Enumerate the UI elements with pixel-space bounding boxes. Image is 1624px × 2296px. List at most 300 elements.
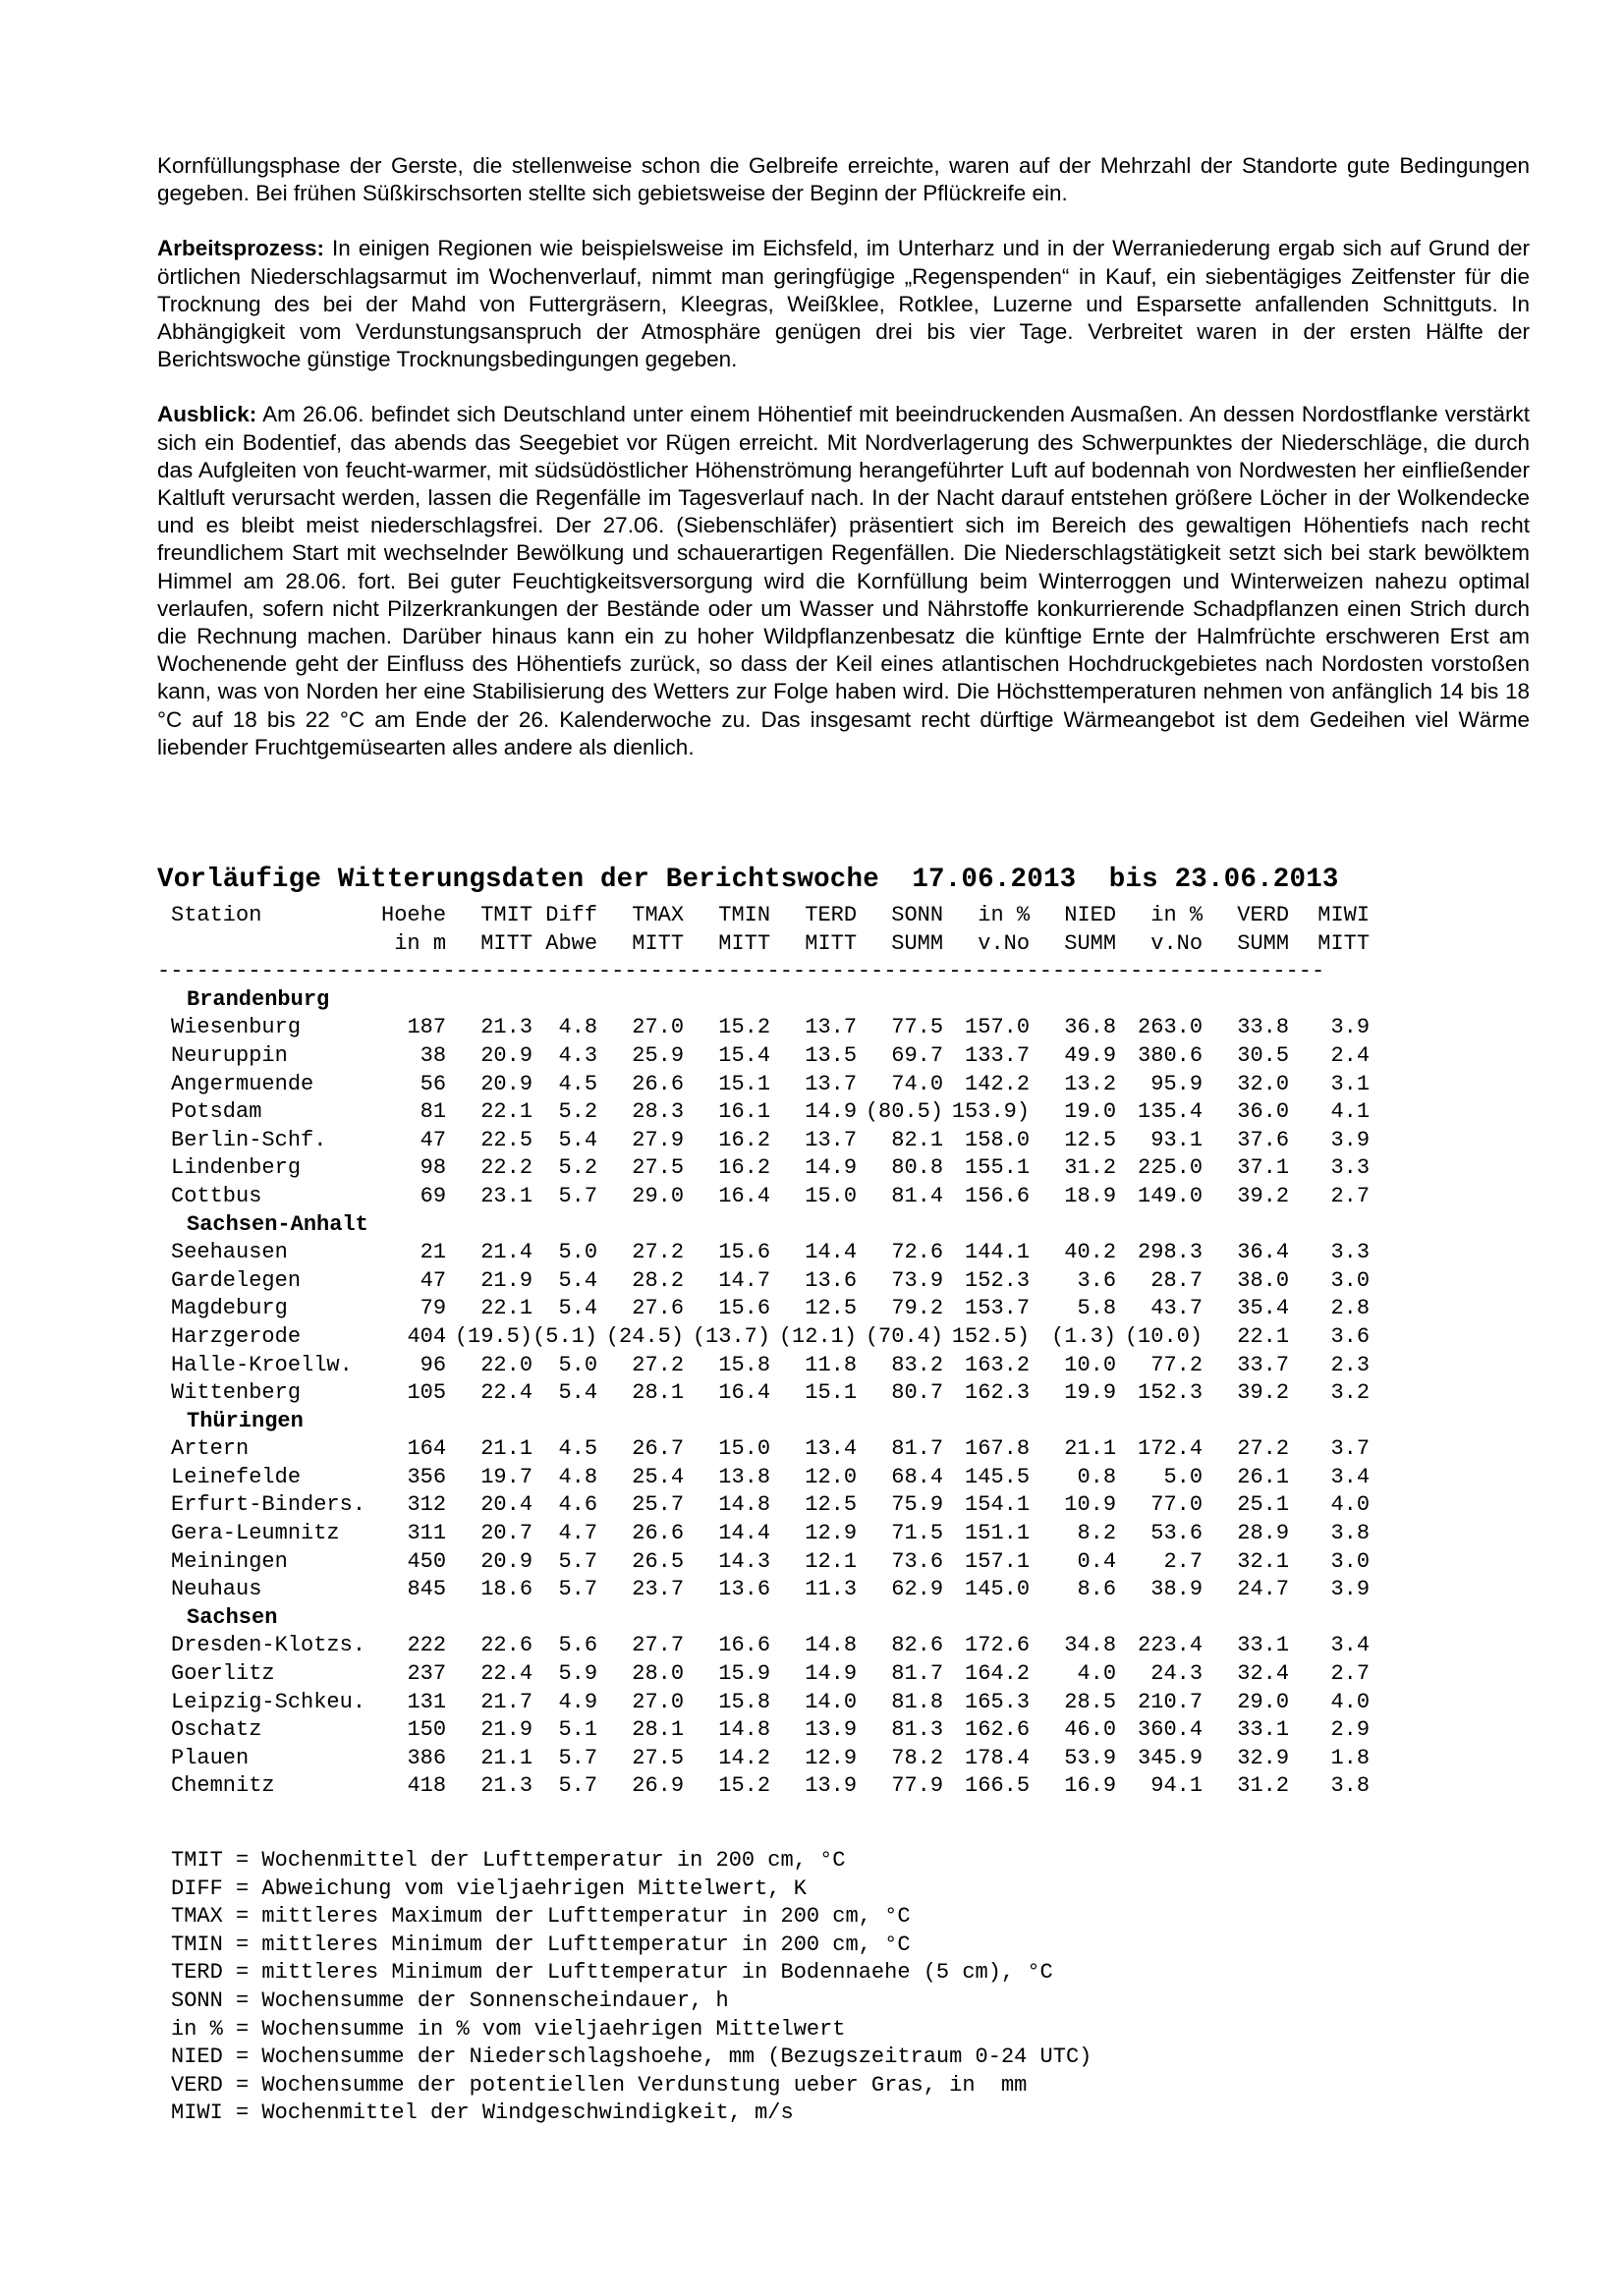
- table-cell: (1.3): [1051, 1323, 1117, 1349]
- table-row: [157, 1491, 1370, 1520]
- table-cell: 14.7: [718, 1267, 771, 1293]
- table-cell: 142.2: [965, 1071, 1031, 1096]
- table-cell: 5.2: [558, 1155, 598, 1181]
- station-name: Dresden-Klotzs.: [171, 1633, 366, 1658]
- column-header: in m: [394, 930, 447, 956]
- table-cell: 311: [407, 1521, 447, 1546]
- table-cell: 81.3: [891, 1717, 944, 1743]
- table-cell: 3.4: [1330, 1464, 1371, 1489]
- state-group-label: Brandenburg: [187, 986, 330, 1012]
- table-cell: 4.6: [558, 1492, 598, 1518]
- table-row: [157, 1071, 1370, 1099]
- station-name: Potsdam: [171, 1099, 262, 1125]
- table-cell: 152.3: [965, 1267, 1031, 1293]
- table-cell: 15.8: [718, 1352, 771, 1377]
- table-cell: 26.1: [1237, 1464, 1290, 1489]
- table-cell: 152.3: [1138, 1380, 1204, 1406]
- table-cell: 47: [420, 1267, 447, 1293]
- table-cell: 28.9: [1237, 1521, 1290, 1546]
- table-cell: 3.7: [1330, 1436, 1371, 1462]
- state-group-label: Sachsen: [187, 1604, 278, 1630]
- table-cell: 33.1: [1237, 1633, 1290, 1658]
- table-cell: 5.7: [558, 1773, 598, 1799]
- column-header: SUMM: [891, 930, 944, 956]
- table-cell: 263.0: [1138, 1015, 1204, 1040]
- table-cell: 386: [407, 1745, 447, 1770]
- table-cell: 1.8: [1330, 1745, 1371, 1770]
- table-cell: 33.7: [1237, 1352, 1290, 1377]
- station-name: Berlin-Schf.: [171, 1127, 327, 1152]
- table-cell: 845: [407, 1577, 447, 1602]
- table-row: [157, 1352, 1370, 1380]
- table-cell: 5.9: [558, 1661, 598, 1687]
- table-cell: 28.1: [632, 1717, 685, 1743]
- table-cell: (5.1): [532, 1323, 598, 1349]
- table-cell: 133.7: [965, 1042, 1031, 1068]
- table-cell: 153.7: [965, 1296, 1031, 1321]
- paragraph-kornfuellung: [157, 152, 1530, 207]
- table-row: [157, 1576, 1370, 1604]
- table-cell: 22.4: [480, 1661, 533, 1687]
- table-cell: 27.5: [632, 1155, 685, 1181]
- table-cell: 12.9: [805, 1521, 858, 1546]
- station-name: Goerlitz: [171, 1661, 275, 1687]
- table-cell: 404: [407, 1323, 447, 1349]
- table-cell: 28.2: [632, 1267, 685, 1293]
- table-cell: 2.4: [1330, 1042, 1371, 1068]
- state-group-row: [157, 986, 1370, 1015]
- table-row: [157, 1745, 1370, 1773]
- table-cell: 154.1: [965, 1492, 1031, 1518]
- table-cell: 26.6: [632, 1521, 685, 1546]
- table-cell: 5.7: [558, 1745, 598, 1770]
- station-name: Lindenberg: [171, 1155, 302, 1181]
- table-cell: 223.4: [1138, 1633, 1204, 1658]
- table-cell: 22.6: [480, 1633, 533, 1658]
- paragraph-text: Am 26.06. befindet sich Deutschland unter einem Höhentief mit beeindruckenden Ausmaßen. An dessen Nordostflanke verstärkt sich ein Bodentief, das abends das Seegebiet vor Rügen erreicht. Mit Nordverlagerung des Schwerpunktes der Niederschläge, die durch das Aufgleiten von feucht-warmer, mit südsüdöstlicher Höhenströmung herangeführter Luft auf bodennah von Nordwesten her einfließender Kaltluft verursacht werden, lassen die Regenfälle im Tagesverlauf nach. In der Nacht darauf entstehen größere Löcher in der Wolkendecke und es bleibt meist niederschlagsfrei. Der 27.06. (Siebenschläfer) präsentiert sich im Bereich des gewaltigen Höhentiefs nach recht freundlichem Start mit wechselnder Bewölkung und schauerartigen Regenfällen. Die Niederschlagstätigkeit setzt sich bei stark bewölktem Himmel am 28.06. fort. Bei guter Feuchtigkeitsversorgung wird die Kornfüllung beim Winterroggen und Winterweizen nahezu optimal verlaufen, sofern nicht Pilzerkrankungen der Bestände oder um Wasser und Nährstoffe konkurrierende Schadpflanzen einen Strich durch die Rechnung machen. Darüber hinaus kann ein zu hoher Wildpflanzenbesatz die künftige Ernte der Halmfrüchte erschweren Erst am Wochenende geht der Einfluss des Höhentiefs zurück, so dass der Keil eines atlantischen Hochdruckgebietes nach Nordosten vorstoßen kann, was von Norden her eine Stabilisierung des Wetters zur Folge haben wird. Die Höchsttemperaturen nehmen von anfänglich 14 bis 18 °C auf 18 bis 22 °C am Ende der 26. Kalenderwoche zu. Das insgesamt recht dürftige Wärmeangebot ist dem Gedeihen viel Wärme liebender Fruchtgemüsearten alles andere als dienlich.: [157, 402, 1530, 759]
- state-group-row: [157, 1211, 1370, 1240]
- table-cell: 157.0: [965, 1015, 1031, 1040]
- table-cell: 12.5: [1064, 1127, 1117, 1152]
- table-cell: 81.4: [891, 1183, 944, 1208]
- table-cell: 14.4: [805, 1240, 858, 1265]
- table-cell: 4.3: [558, 1042, 598, 1068]
- table-cell: 21.9: [480, 1267, 533, 1293]
- table-cell: 37.6: [1237, 1127, 1290, 1152]
- column-header: Abwe: [545, 930, 598, 956]
- table-cell: (70.4): [865, 1323, 944, 1349]
- table-cell: 21.4: [480, 1240, 533, 1265]
- table-cell: 21.1: [480, 1436, 533, 1462]
- table-cell: 16.2: [718, 1155, 771, 1181]
- table-separator: ------------------------------------------------------------------------------------------: [157, 959, 1325, 984]
- column-header: MITT: [805, 930, 858, 956]
- table-row: [157, 1689, 1370, 1717]
- table-cell: 33.1: [1237, 1717, 1290, 1743]
- table-cell: 3.1: [1330, 1071, 1371, 1096]
- table-cell: 21.1: [1064, 1436, 1117, 1462]
- table-cell: 38.9: [1150, 1577, 1204, 1602]
- table-cell: 69: [420, 1183, 447, 1208]
- table-cell: (19.5): [454, 1323, 533, 1349]
- table-cell: 81: [420, 1099, 447, 1125]
- table-cell: 450: [407, 1548, 447, 1574]
- table-cell: 32.9: [1237, 1745, 1290, 1770]
- table-cell: 56: [420, 1071, 447, 1096]
- table-cell: 27.2: [1237, 1436, 1290, 1462]
- table-cell: 4.7: [558, 1521, 598, 1546]
- table-cell: 5.2: [558, 1099, 598, 1125]
- table-separator-row: [157, 958, 1370, 986]
- station-name: Plauen: [171, 1745, 250, 1770]
- table-cell: 0.8: [1077, 1464, 1117, 1489]
- table-cell: 19.9: [1064, 1380, 1117, 1406]
- table-cell: 75.9: [891, 1492, 944, 1518]
- table-cell: 15.0: [805, 1183, 858, 1208]
- table-row: [157, 1660, 1370, 1689]
- table-cell: 222: [407, 1633, 447, 1658]
- table-cell: 27.0: [632, 1015, 685, 1040]
- table-cell: 21.9: [480, 1717, 533, 1743]
- table-cell: 18.9: [1064, 1183, 1117, 1208]
- table-cell: 4.5: [558, 1071, 598, 1096]
- table-cell: 11.3: [805, 1577, 858, 1602]
- table-cell: 4.0: [1077, 1661, 1117, 1687]
- table-cell: 3.9: [1330, 1015, 1371, 1040]
- table-cell: 36.4: [1237, 1240, 1290, 1265]
- table-cell: 21: [420, 1240, 447, 1265]
- legend-line: DIFF = Abweichung vom vieljaehrigen Mittelwert, K: [171, 1876, 807, 1901]
- table-cell: 73.6: [891, 1548, 944, 1574]
- table-cell: 4.5: [558, 1436, 598, 1462]
- table-cell: 418: [407, 1773, 447, 1799]
- table-cell: 93.1: [1150, 1127, 1204, 1152]
- table-cell: 16.4: [718, 1183, 771, 1208]
- table-cell: 5.7: [558, 1183, 598, 1208]
- table-cell: 4.8: [558, 1015, 598, 1040]
- table-cell: 82.1: [891, 1127, 944, 1152]
- table-cell: 13.6: [718, 1577, 771, 1602]
- table-cell: 3.3: [1330, 1240, 1371, 1265]
- table-row: [157, 1772, 1370, 1801]
- table-cell: 15.4: [718, 1042, 771, 1068]
- table-cell: 4.9: [558, 1689, 598, 1714]
- table-cell: 39.2: [1237, 1183, 1290, 1208]
- legend-line: TMIT = Wochenmittel der Lufttemperatur in 200 cm, °C: [171, 1848, 846, 1873]
- table-cell: 12.0: [805, 1464, 858, 1489]
- table-cell: 14.8: [805, 1633, 858, 1658]
- table-cell: 13.2: [1064, 1071, 1117, 1096]
- table-cell: 12.5: [805, 1296, 858, 1321]
- table-cell: 26.7: [632, 1436, 685, 1462]
- table-cell: 5.0: [558, 1352, 598, 1377]
- table-cell: 14.8: [718, 1717, 771, 1743]
- table-cell: 3.2: [1330, 1380, 1371, 1406]
- table-cell: 12.5: [805, 1492, 858, 1518]
- table-cell: 167.8: [965, 1436, 1031, 1462]
- table-cell: (12.1): [778, 1323, 858, 1349]
- table-cell: 22.1: [480, 1296, 533, 1321]
- table-cell: 79: [420, 1296, 447, 1321]
- table-cell: 81.7: [891, 1436, 944, 1462]
- station-name: Cottbus: [171, 1183, 262, 1208]
- table-cell: 14.4: [718, 1521, 771, 1546]
- table-row: [157, 1435, 1370, 1464]
- column-header: NIED: [1064, 903, 1117, 927]
- table-cell: 27.9: [632, 1127, 685, 1152]
- table-cell: 150: [407, 1717, 447, 1743]
- station-name: Leipzig-Schkeu.: [171, 1689, 366, 1714]
- table-cell: 15.1: [805, 1380, 858, 1406]
- table-cell: 28.7: [1150, 1267, 1204, 1293]
- table-cell: (80.5): [865, 1099, 944, 1125]
- table-cell: 38.0: [1237, 1267, 1290, 1293]
- table-cell: 16.1: [718, 1099, 771, 1125]
- legend-line: VERD = Wochensumme der potentiellen Verdunstung ueber Gras, in mm: [171, 2072, 1028, 2098]
- table-cell: (24.5): [605, 1323, 685, 1349]
- table-cell: 12.1: [805, 1548, 858, 1574]
- table-cell: 19.0: [1064, 1099, 1117, 1125]
- table-cell: 28.0: [632, 1661, 685, 1687]
- table-cell: 22.5: [480, 1127, 533, 1152]
- table-cell: 14.9: [805, 1155, 858, 1181]
- column-header: in %: [978, 903, 1031, 927]
- column-header: TERD: [805, 903, 858, 927]
- table-cell: 81.7: [891, 1661, 944, 1687]
- table-cell: 5.0: [1163, 1464, 1204, 1489]
- table-cell: 39.2: [1237, 1380, 1290, 1406]
- table-cell: 2.9: [1330, 1717, 1371, 1743]
- table-cell: 26.5: [632, 1548, 685, 1574]
- state-group-row: [157, 1408, 1370, 1436]
- table-cell: 25.7: [632, 1492, 685, 1518]
- table-cell: 5.6: [558, 1633, 598, 1658]
- table-cell: 36.8: [1064, 1015, 1117, 1040]
- table-cell: 46.0: [1064, 1717, 1117, 1743]
- table-cell: 73.9: [891, 1267, 944, 1293]
- table-row: [157, 1267, 1370, 1296]
- station-name: Erfurt-Binders.: [171, 1492, 366, 1518]
- table-cell: 156.6: [965, 1183, 1031, 1208]
- table-cell: 27.2: [632, 1240, 685, 1265]
- column-header: Station: [171, 903, 262, 927]
- table-cell: 225.0: [1138, 1155, 1204, 1181]
- column-header: TMIT: [480, 903, 533, 927]
- table-cell: 5.4: [558, 1296, 598, 1321]
- table-cell: 15.9: [718, 1661, 771, 1687]
- table-cell: 12.9: [805, 1745, 858, 1770]
- table-cell: 4.0: [1330, 1689, 1371, 1714]
- station-name: Harzgerode: [171, 1323, 302, 1349]
- table-cell: 81.8: [891, 1689, 944, 1714]
- table-cell: 68.4: [891, 1464, 944, 1489]
- table-cell: 80.8: [891, 1155, 944, 1181]
- table-cell: 3.9: [1330, 1127, 1371, 1152]
- table-cell: 8.2: [1077, 1521, 1117, 1546]
- table-cell: 8.6: [1077, 1577, 1117, 1602]
- table-cell: 162.3: [965, 1380, 1031, 1406]
- table-cell: 172.6: [965, 1633, 1031, 1658]
- table-cell: 155.1: [965, 1155, 1031, 1181]
- table-cell: 25.1: [1237, 1492, 1290, 1518]
- station-name: Wiesenburg: [171, 1015, 302, 1040]
- table-cell: 21.1: [480, 1745, 533, 1770]
- table-cell: 23.1: [480, 1183, 533, 1208]
- column-header: in %: [1150, 903, 1204, 927]
- column-header: MITT: [718, 930, 771, 956]
- station-name: Neuruppin: [171, 1042, 288, 1068]
- station-name: Meiningen: [171, 1548, 288, 1574]
- table-cell: 4.1: [1330, 1099, 1371, 1125]
- state-group-label: Thüringen: [187, 1408, 304, 1433]
- table-cell: 47: [420, 1127, 447, 1152]
- table-cell: 2.8: [1330, 1296, 1371, 1321]
- table-cell: 2.7: [1330, 1661, 1371, 1687]
- table-cell: 49.9: [1064, 1042, 1117, 1068]
- station-name: Gardelegen: [171, 1267, 302, 1293]
- table-cell: 380.6: [1138, 1042, 1204, 1068]
- table-cell: 4.8: [558, 1464, 598, 1489]
- table-cell: 16.6: [718, 1633, 771, 1658]
- table-cell: 53.9: [1064, 1745, 1117, 1770]
- table-cell: 172.4: [1138, 1436, 1204, 1462]
- table-cell: 32.1: [1237, 1548, 1290, 1574]
- table-header-row: [157, 930, 1370, 959]
- legend-line: NIED = Wochensumme der Niederschlagshoehe, mm (Bezugszeitraum 0-24 UTC): [171, 2044, 1092, 2070]
- paragraph-lead: Arbeitsprozess:: [157, 236, 325, 261]
- table-row: [157, 1464, 1370, 1492]
- table-row: [157, 1154, 1370, 1183]
- table-cell: 3.8: [1330, 1773, 1371, 1799]
- table-cell: 25.9: [632, 1042, 685, 1068]
- station-name: Leinefelde: [171, 1464, 302, 1489]
- table-cell: 20.9: [480, 1548, 533, 1574]
- table-cell: 3.0: [1330, 1548, 1371, 1574]
- table-cell: 5.8: [1077, 1296, 1117, 1321]
- table-cell: 29.0: [632, 1183, 685, 1208]
- table-cell: 178.4: [965, 1745, 1031, 1770]
- table-cell: 22.1: [480, 1099, 533, 1125]
- column-header: Hoehe: [381, 903, 447, 927]
- station-name: Artern: [171, 1436, 250, 1462]
- station-name: Angermuende: [171, 1071, 314, 1096]
- station-name: Gera-Leumnitz: [171, 1521, 340, 1546]
- column-header: v.No: [978, 930, 1031, 956]
- table-cell: 32.0: [1237, 1071, 1290, 1096]
- table-cell: 27.7: [632, 1633, 685, 1658]
- table-cell: 21.7: [480, 1689, 533, 1714]
- table-cell: 21.3: [480, 1773, 533, 1799]
- legend-line: MIWI = Wochenmittel der Windgeschwindigkeit, m/s: [171, 2100, 794, 2126]
- column-header: Diff: [545, 903, 598, 927]
- column-header: SUMM: [1237, 930, 1290, 956]
- table-cell: 16.2: [718, 1127, 771, 1152]
- table-cell: 77.2: [1150, 1352, 1204, 1377]
- table-cell: 22.0: [480, 1352, 533, 1377]
- column-header: MITT: [1317, 930, 1371, 956]
- column-header: SONN: [891, 903, 944, 927]
- station-name: Chemnitz: [171, 1773, 275, 1799]
- table-cell: 2.7: [1163, 1548, 1204, 1574]
- state-group-label: Sachsen-Anhalt: [187, 1211, 368, 1237]
- table-cell: 162.6: [965, 1717, 1031, 1743]
- table-cell: 28.5: [1064, 1689, 1117, 1714]
- table-cell: 164.2: [965, 1661, 1031, 1687]
- table-cell: 14.8: [718, 1492, 771, 1518]
- table-cell: 151.1: [965, 1521, 1031, 1546]
- table-cell: 165.3: [965, 1689, 1031, 1714]
- table-cell: 31.2: [1237, 1773, 1290, 1799]
- table-cell: 145.0: [965, 1577, 1031, 1602]
- table-cell: 158.0: [965, 1127, 1031, 1152]
- table-cell: 4.0: [1330, 1492, 1371, 1518]
- table-cell: 14.0: [805, 1689, 858, 1714]
- table-cell: 23.7: [632, 1577, 685, 1602]
- table-cell: 3.6: [1077, 1267, 1117, 1293]
- table-cell: 13.5: [805, 1042, 858, 1068]
- table-cell: 356: [407, 1464, 447, 1489]
- table-cell: 74.0: [891, 1071, 944, 1096]
- table-cell: 3.3: [1330, 1155, 1371, 1181]
- table-cell: 72.6: [891, 1240, 944, 1265]
- table-cell: 37.1: [1237, 1155, 1290, 1181]
- table-cell: 2.7: [1330, 1183, 1371, 1208]
- table-cell: 20.9: [480, 1042, 533, 1068]
- table-cell: 5.4: [558, 1380, 598, 1406]
- table-cell: 153.9): [951, 1099, 1031, 1125]
- table-row: [157, 1323, 1370, 1352]
- table-cell: 20.7: [480, 1521, 533, 1546]
- table-cell: 13.9: [805, 1717, 858, 1743]
- table-cell: 14.3: [718, 1548, 771, 1574]
- table-cell: 18.6: [480, 1577, 533, 1602]
- table-cell: 16.4: [718, 1380, 771, 1406]
- paragraph-arbeitsprozess: [157, 235, 1530, 373]
- table-cell: 360.4: [1138, 1717, 1204, 1743]
- table-cell: 13.7: [805, 1071, 858, 1096]
- station-name: Oschatz: [171, 1717, 262, 1743]
- table-cell: 135.4: [1138, 1099, 1204, 1125]
- table-cell: 5.4: [558, 1127, 598, 1152]
- weather-table-title: Vorläufige Witterungsdaten der Berichtswoche 17.06.2013 bis 23.06.2013: [157, 865, 1339, 895]
- table-cell: 22.2: [480, 1155, 533, 1181]
- table-cell: 157.1: [965, 1548, 1031, 1574]
- station-name: Magdeburg: [171, 1296, 288, 1321]
- table-cell: 163.2: [965, 1352, 1031, 1377]
- table-cell: 13.4: [805, 1436, 858, 1462]
- table-cell: 0.4: [1077, 1548, 1117, 1574]
- table-cell: 10.0: [1064, 1352, 1117, 1377]
- table-cell: 34.8: [1064, 1633, 1117, 1658]
- paragraph-ausblick: [157, 401, 1530, 761]
- table-header-row: [157, 902, 1370, 930]
- table-cell: 28.3: [632, 1099, 685, 1125]
- table-cell: 96: [420, 1352, 447, 1377]
- table-cell: 35.4: [1237, 1296, 1290, 1321]
- table-cell: 19.7: [480, 1464, 533, 1489]
- column-header: MITT: [480, 930, 533, 956]
- table-cell: 10.9: [1064, 1492, 1117, 1518]
- table-cell: 83.2: [891, 1352, 944, 1377]
- table-cell: 13.9: [805, 1773, 858, 1799]
- table-cell: 2.3: [1330, 1352, 1371, 1377]
- report-text: [157, 152, 1530, 789]
- table-row: [157, 1716, 1370, 1745]
- state-group-row: [157, 1604, 1370, 1633]
- table-cell: 3.0: [1330, 1267, 1371, 1293]
- table-cell: 29.0: [1237, 1689, 1290, 1714]
- table-row: [157, 1295, 1370, 1323]
